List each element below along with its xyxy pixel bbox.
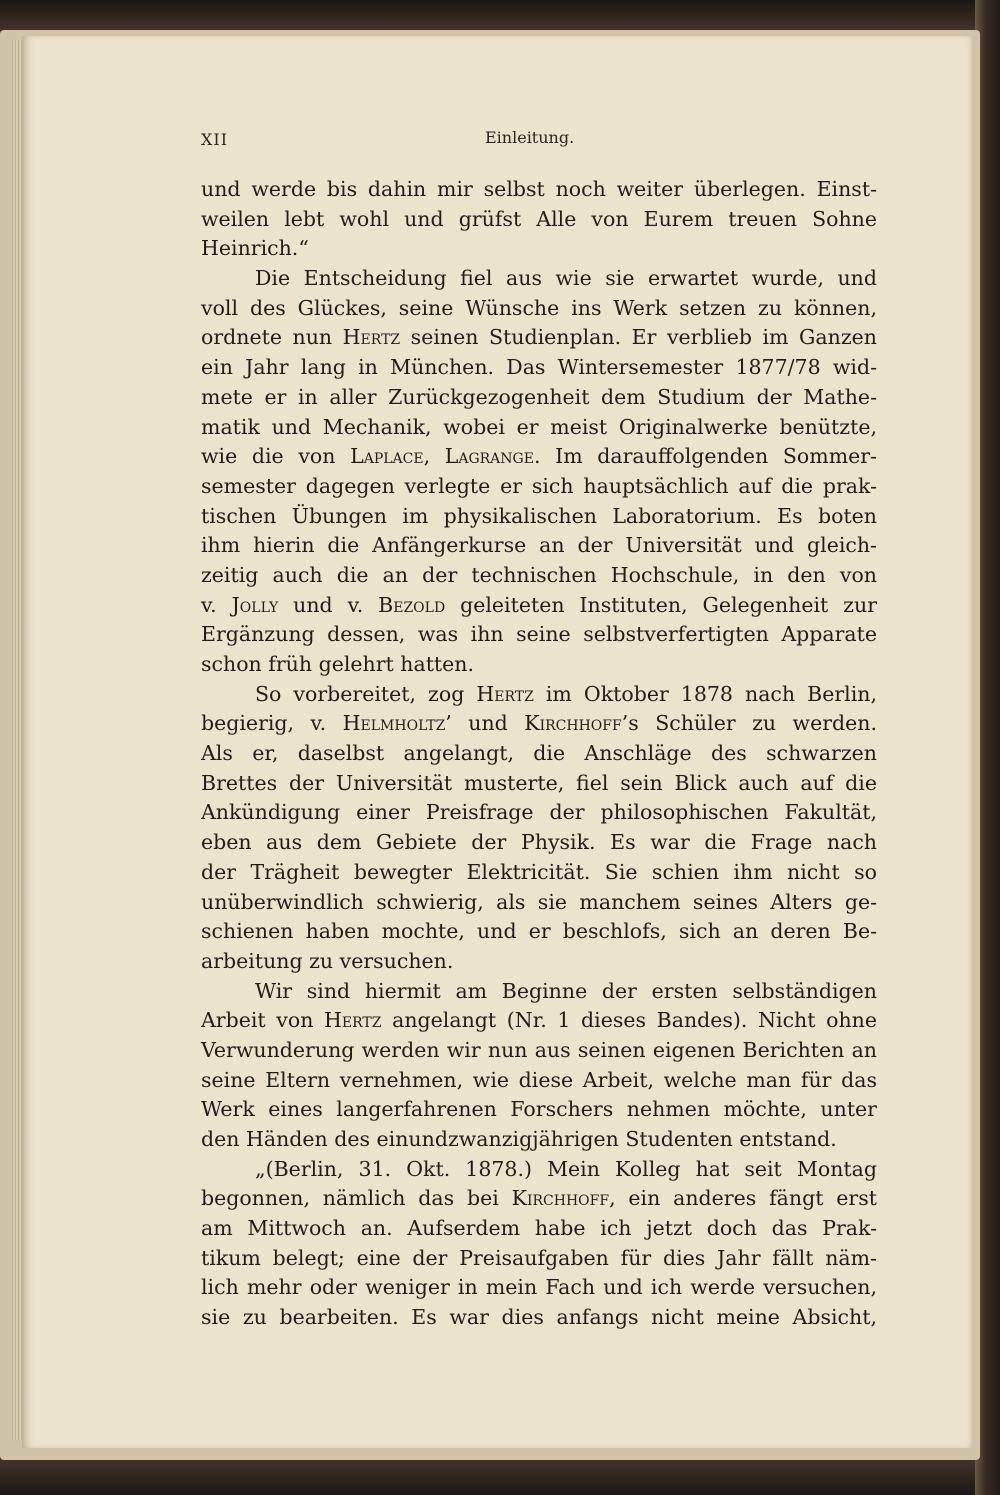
text-line: [201, 234, 877, 264]
name-smallcaps: Hertz: [342, 325, 401, 350]
text-line: [201, 947, 877, 977]
text-line: [201, 383, 877, 413]
text-segment: angelangt (Nr. 1 dieses Bandes). Nicht ohne: [381, 1008, 877, 1033]
text-segment: und v.: [278, 592, 379, 617]
text-segment: begonnen, nämlich das bei: [201, 1186, 512, 1211]
name-smallcaps: Hertz: [324, 1008, 382, 1033]
text-segment: wie die von: [201, 444, 351, 469]
name-smallcaps: Kirchhoff: [511, 1186, 610, 1211]
text-segment: ,: [423, 444, 445, 469]
name-smallcaps: Lagrange: [444, 444, 534, 469]
name-smallcaps: Helmholtz: [342, 711, 446, 736]
text-segment: den Händen des einundzwanzigjährigen Studenten entstand.: [201, 1127, 837, 1151]
text-segment: der Trägheit bewegter Elektricität. Sie schien ihm nicht so: [201, 859, 877, 884]
text-line: [201, 620, 877, 650]
text-segment: Die Entscheidung fiel aus wie sie erwartet wurde, und: [255, 266, 877, 291]
body-text: [201, 175, 877, 1333]
text-segment: Ankündigung einer Preisfrage der philosophischen Fakultät,: [201, 800, 877, 825]
text-line: [201, 828, 877, 858]
text-segment: sie zu bearbeiten. Es war dies anfangs nicht meine Absicht,: [201, 1305, 877, 1330]
text-line: [201, 1303, 877, 1333]
text-line: [201, 531, 877, 561]
text-segment: lich mehr oder weniger in mein Fach und ich werde versuchen,: [201, 1275, 877, 1300]
text-line: [201, 1155, 877, 1185]
text-segment: „(Berlin, 31. Okt. 1878.) Mein Kolleg hat seit Montag: [255, 1156, 877, 1181]
text-line: [201, 1095, 877, 1125]
text-segment: So vorbereitet, zog: [255, 681, 477, 706]
text-segment: ihm hierin die Anfängerkurse an der Universität und gleich-: [201, 533, 877, 558]
name-smallcaps: Kirchhoff: [524, 711, 622, 736]
text-segment: arbeitung zu versuchen.: [201, 948, 454, 973]
text-line: [201, 1184, 877, 1214]
text-segment: . Im darauffolgenden Sommer-: [533, 444, 877, 469]
text-segment: seine Eltern vernehmen, wie diese Arbeit, welche man für das: [201, 1067, 877, 1092]
text-line: [201, 739, 877, 769]
page-number: XII: [201, 130, 229, 149]
name-smallcaps: Jolly: [231, 592, 279, 617]
text-line: [201, 205, 877, 235]
text-segment: und werde bis dahin mir selbst noch weiter überlegen. Einst-: [201, 177, 877, 201]
text-segment: am Mittwoch an. Aufserdem habe ich jetzt doch das Prak-: [201, 1216, 877, 1241]
text-segment: im Oktober 1878 nach Berlin,: [533, 681, 877, 706]
text-line: [201, 413, 877, 443]
text-line: [201, 353, 877, 383]
text-segment: schienen haben mochte, und er beschlofs, sich an deren Be-: [201, 919, 877, 944]
text-segment: Ergänzung dessen, was ihn seine selbstverfertigten Apparate: [201, 622, 877, 647]
text-line: [201, 1066, 877, 1096]
running-head: [201, 128, 877, 152]
text-line: [201, 1273, 877, 1303]
text-segment: voll des Glückes, seine Wünsche ins Werk setzen zu können,: [201, 295, 877, 320]
text-segment: matik und Mechanik, wobei er meist Originalwerke benützte,: [201, 414, 877, 439]
text-line: [201, 709, 877, 739]
text-line: [201, 591, 877, 621]
text-segment: unüberwindlich schwierig, als sie manchem seines Alters ge-: [201, 889, 877, 914]
text-line: [201, 858, 877, 888]
text-line: [201, 798, 877, 828]
text-line: [201, 175, 877, 205]
name-smallcaps: Bezold: [378, 592, 446, 617]
text-segment: semester dagegen verlegte er sich hauptsächlich auf die prak-: [201, 473, 877, 498]
text-segment: ’ und: [445, 711, 525, 736]
running-title: Einleitung.: [485, 128, 575, 147]
text-segment: geleiteten Instituten, Gelegenheit zur: [445, 592, 877, 617]
text-line: [201, 323, 877, 353]
text-segment: zeitig auch die an der technischen Hochschule, in den von: [201, 562, 877, 587]
text-line: [201, 917, 877, 947]
text-segment: weilen lebt wohl und grüfst Alle von Eurem treuen Sohne: [201, 206, 877, 231]
text-segment: tischen Übungen im physikalischen Laboratorium. Es boten: [201, 503, 877, 528]
text-segment: ordnete nun: [201, 325, 343, 350]
text-line: [201, 264, 877, 294]
text-segment: v.: [201, 592, 232, 617]
text-segment: Arbeit von: [201, 1008, 325, 1033]
text-line: [201, 680, 877, 710]
text-segment: mete er in aller Zurückgezogenheit dem Studium der Mathe-: [201, 384, 877, 409]
text-line: [201, 1006, 877, 1036]
text-line: [201, 888, 877, 918]
name-smallcaps: Hertz: [476, 681, 534, 706]
text-segment: Verwunderung werden wir nun aus seinen eigenen Berichten an: [201, 1037, 877, 1062]
text-line: [201, 1214, 877, 1244]
text-line: [201, 977, 877, 1007]
text-line: [201, 1244, 877, 1274]
text-line: [201, 769, 877, 799]
text-segment: Wir sind hiermit am Beginne der ersten selbständigen: [255, 978, 877, 1003]
text-segment: Heinrich.“: [201, 236, 309, 261]
text-segment: Brettes der Universität musterte, fiel sein Blick auch auf die: [201, 770, 877, 795]
text-line: [201, 561, 877, 591]
text-segment: , ein anderes fängt erst: [609, 1186, 877, 1211]
text-segment: Werk eines langerfahrenen Forschers nehmen möchte, unter: [201, 1097, 877, 1122]
text-segment: begierig, v.: [201, 711, 343, 736]
text-segment: schon früh gelehrt hatten.: [201, 652, 475, 676]
text-line: [201, 1125, 877, 1155]
text-segment: eben aus dem Gebiete der Physik. Es war die Frage nach: [201, 830, 877, 855]
text-segment: ’s Schüler zu werden.: [621, 711, 878, 736]
name-smallcaps: Laplace: [350, 444, 424, 469]
text-line: [201, 294, 877, 324]
text-segment: tikum belegt; eine der Preisaufgaben für dies Jahr fällt näm-: [201, 1245, 877, 1270]
text-line: [201, 502, 877, 532]
text-segment: Als er, daselbst angelangt, die Anschläge des schwarzen: [201, 741, 877, 766]
text-line: [201, 650, 877, 680]
text-line: [201, 442, 877, 472]
text-line: [201, 472, 877, 502]
text-line: [201, 1036, 877, 1066]
text-segment: seinen Studienplan. Er verblieb im Ganzen: [400, 325, 877, 350]
text-segment: ein Jahr lang in München. Das Wintersemester 1877/78 wid-: [201, 355, 877, 380]
